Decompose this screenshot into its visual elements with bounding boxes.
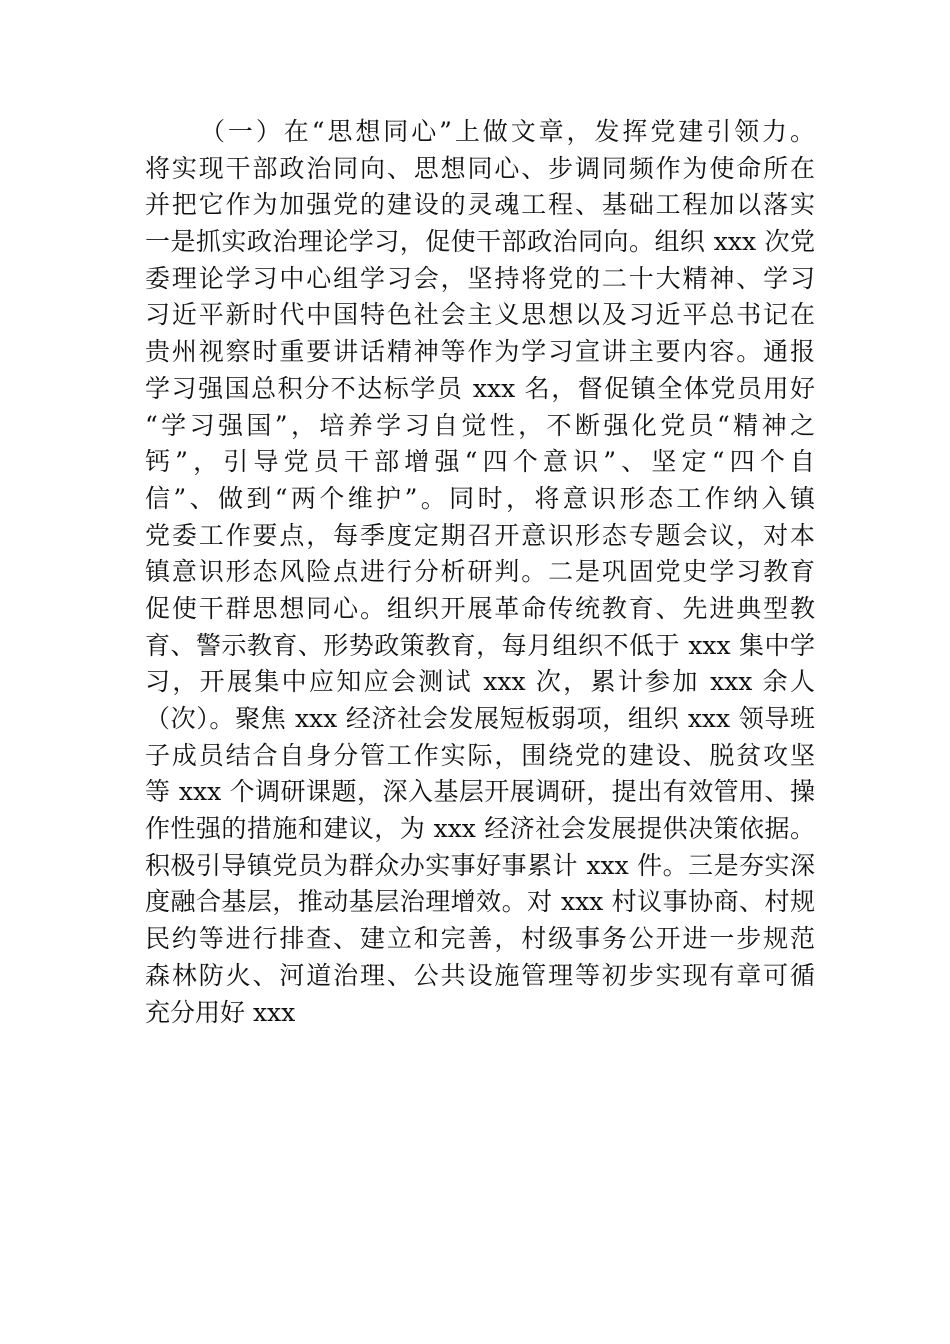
text-line-15: 育、警示教育、形势政策教育，每月组织不低于 xxx 集中学 [145, 630, 815, 660]
text-line-10: 钙”，引导党员干部增强“四个意识”、坚定“四个自 [145, 447, 815, 477]
text-line-5: 委理论学习中心组学习会，坚持将党的二十大精神、学习 [145, 263, 815, 293]
text-line-17: （次）。聚焦 xxx 经济社会发展短板弱项，组织 xxx 领导班 [145, 704, 815, 733]
text-line-18: 子成员结合自身分管工作实际，围绕党的建设、脱贫攻坚 [145, 740, 815, 770]
text-line-3: 并把它作为加强党的建设的灵魂工程、基础工程加以落实 [145, 190, 815, 220]
text-line-2: 将实现干部政治同向、思想同心、步调同频作为使命所在 [145, 153, 815, 183]
text-line-19: 等 xxx 个调研课题，深入基层开展调研，提出有效管用、操 [145, 777, 815, 807]
text-line-6: 习近平新时代中国特色社会主义思想以及习近平总书记在 [145, 300, 815, 330]
text-line-9: “学习强国”，培养学习自觉性，不断强化党员“精神之 [145, 410, 815, 440]
text-line-16: 习，开展集中应知应会测试 xxx 次，累计参加 xxx 余人 [145, 667, 815, 697]
text-line-7: 贵州视察时重要讲话精神等作为学习宣讲主要内容。通报 [145, 337, 815, 367]
body-paragraph [145, 114, 815, 1031]
text-line-8: 学习强国总积分不达标学员 xxx 名，督促镇全体党员用好 [145, 373, 815, 403]
text-line-13: 镇意识形态风险点进行分析研判。二是巩固党史学习教育 [145, 557, 815, 587]
text-line-14: 促使干群思想同心。组织开展革命传统教育、先进典型教 [145, 593, 815, 623]
text-line-25: 充分用好 xxx [145, 997, 296, 1027]
text-line-11: 信”、做到“两个维护”。同时，将意识形态工作纳入镇 [145, 483, 815, 513]
text-line-4: 一是抓实政治理论学习，促使干部政治同向。组织 xxx 次党 [145, 227, 815, 257]
text-line-1: （一）在“思想同心”上做文章，发挥党建引领力。 [200, 117, 815, 146]
text-line-22: 度融合基层，推动基层治理增效。对 xxx 村议事协商、村规 [145, 887, 815, 917]
text-line-21: 积极引导镇党员为群众办实事好事累计 xxx 件。三是夯实深 [145, 850, 815, 880]
text-line-23: 民约等进行排查、建立和完善，村级事务公开进一步规范 [145, 924, 815, 954]
text-line-24: 森林防火、河道治理、公共设施管理等初步实现有章可循 [145, 960, 815, 990]
text-line-12: 党委工作要点，每季度定期召开意识形态专题会议，对本 [145, 520, 815, 550]
text-line-20: 作性强的措施和建议，为 xxx 经济社会发展提供决策依据。 [145, 814, 815, 844]
